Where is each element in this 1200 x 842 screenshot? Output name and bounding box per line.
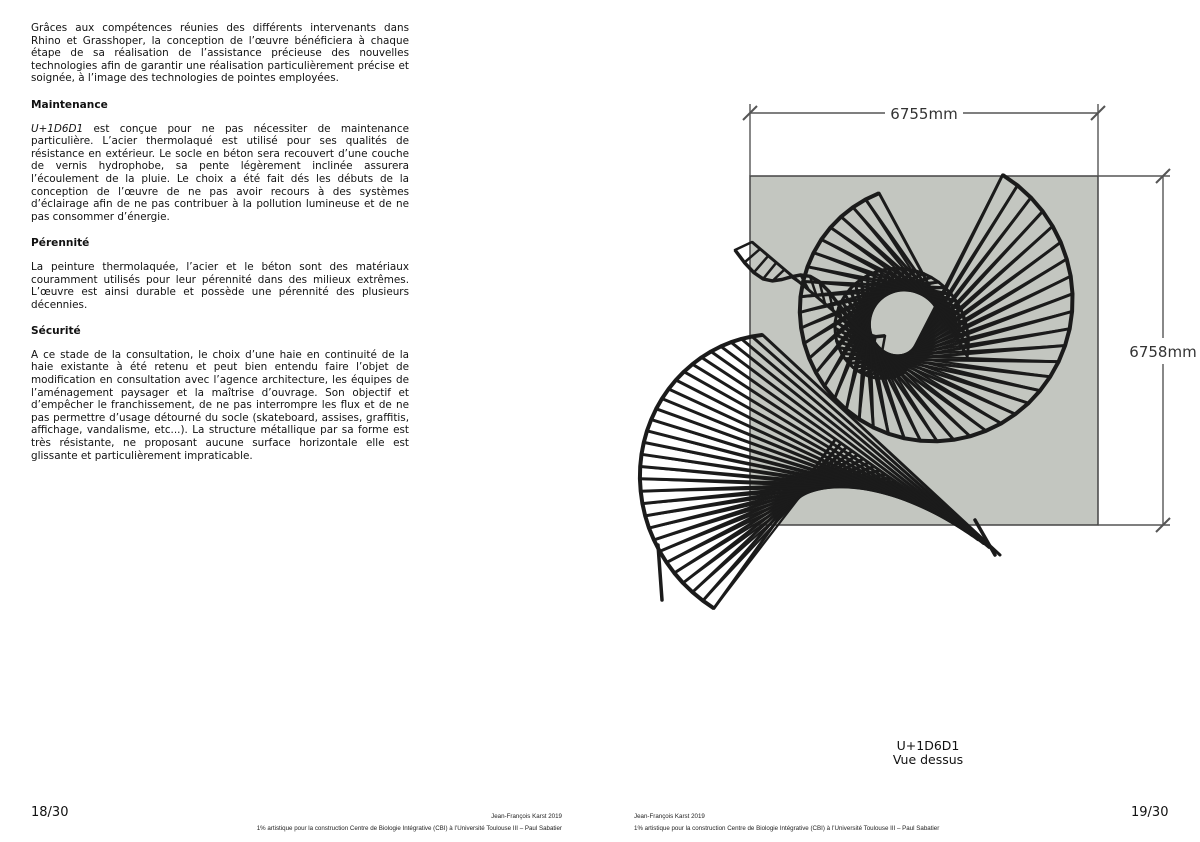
maintenance-text: est conçue pour ne pas nécessiter de maintenance particulière. L’acier thermolaqué est utilisé pour ses qualités de résistance en extérieur. Le socle en béton sera recouvert d’une couche de vernis hydrophobe, sa pente légèrement inclinée assurera l’écoulement de la pluie. Le choix a été fait dés les débuts de la conception de l’œuvre de ne pas avoir recours à des systèmes d’éclairage afin de ne pas contribuer à la pollution lumineuse et de ne pas consommer d’énergie. — [31, 122, 409, 223]
figure-caption — [860, 739, 996, 767]
footer-author-left: Jean-François Karst 2019 — [491, 813, 562, 820]
footer-project-right: 1% artistique pour la construction Centre de Biologie Intégrative (CBI) à l’Université Toulouse III – Paul Sabatier — [634, 825, 940, 832]
maintenance-paragraph — [31, 123, 409, 224]
securite-paragraph: A ce stade de la consultation, le choix d’une haie en continuité de la haie existante à été retenu et peut bien entendu faire l’objet de modification en consultation avec l’agence architecture, les équipes de l’aménagement paysager et la maîtrise d’ouvrage. Son objectif et d’empêcher le franchissement, de ne pas interrompre les flux et de ne pas permettre d’usage détourné du socle (skateboard, assises, graffitis, affichage, vandalisme, etc...). La structure métallique par sa forme est très résistante, ne proposant aucune surface horizontale elle est glissante et particulièrement impraticable. — [31, 348, 409, 462]
footer-right — [634, 811, 939, 835]
perennite-paragraph: La peinture thermolaquée, l’acier et le béton sont des matériaux couramment utilisés pour leur pérennité dans des milieux extrêmes. L’œuvre est ainsi durable et possède une pérennité des plusieurs décennies. — [31, 260, 409, 311]
securite-heading: Sécurité — [31, 325, 81, 338]
page-number-left: 18/30 — [31, 805, 69, 820]
footer-project-left: 1% artistique pour la construction Centre de Biologie Intégrative (CBI) à l’Université Toulouse III – Paul Sabatier — [256, 825, 562, 832]
perennite-heading: Pérennité — [31, 237, 90, 250]
page-number-right: 19/30 — [1131, 805, 1169, 820]
height-dimension-label: 6758mm — [1129, 343, 1197, 361]
maintenance-heading: Maintenance — [31, 98, 108, 111]
footer-left — [200, 811, 562, 835]
artwork-name: U+1D6D1 — [31, 122, 84, 135]
caption-subtitle: Vue dessus — [892, 752, 964, 767]
sculpture-top-view-drawing — [600, 90, 1200, 620]
caption-title: U+1D6D1 — [896, 738, 960, 753]
width-dimension-label: 6755mm — [890, 105, 958, 123]
left-text-column — [31, 22, 409, 476]
intro-paragraph: Grâces aux compétences réunies des différents intervenants dans Rhino et Grasshoper, la conception de l’œuvre bénéficiera à chaque étape de sa réalisation de l’assistance précieuse des nouvelles technologies afin de garantir une réalisation particulièrement précise et soignée, à l’image des technologies de pointes employées. — [31, 22, 409, 85]
footer-author-right: Jean-François Karst 2019 — [634, 813, 705, 820]
